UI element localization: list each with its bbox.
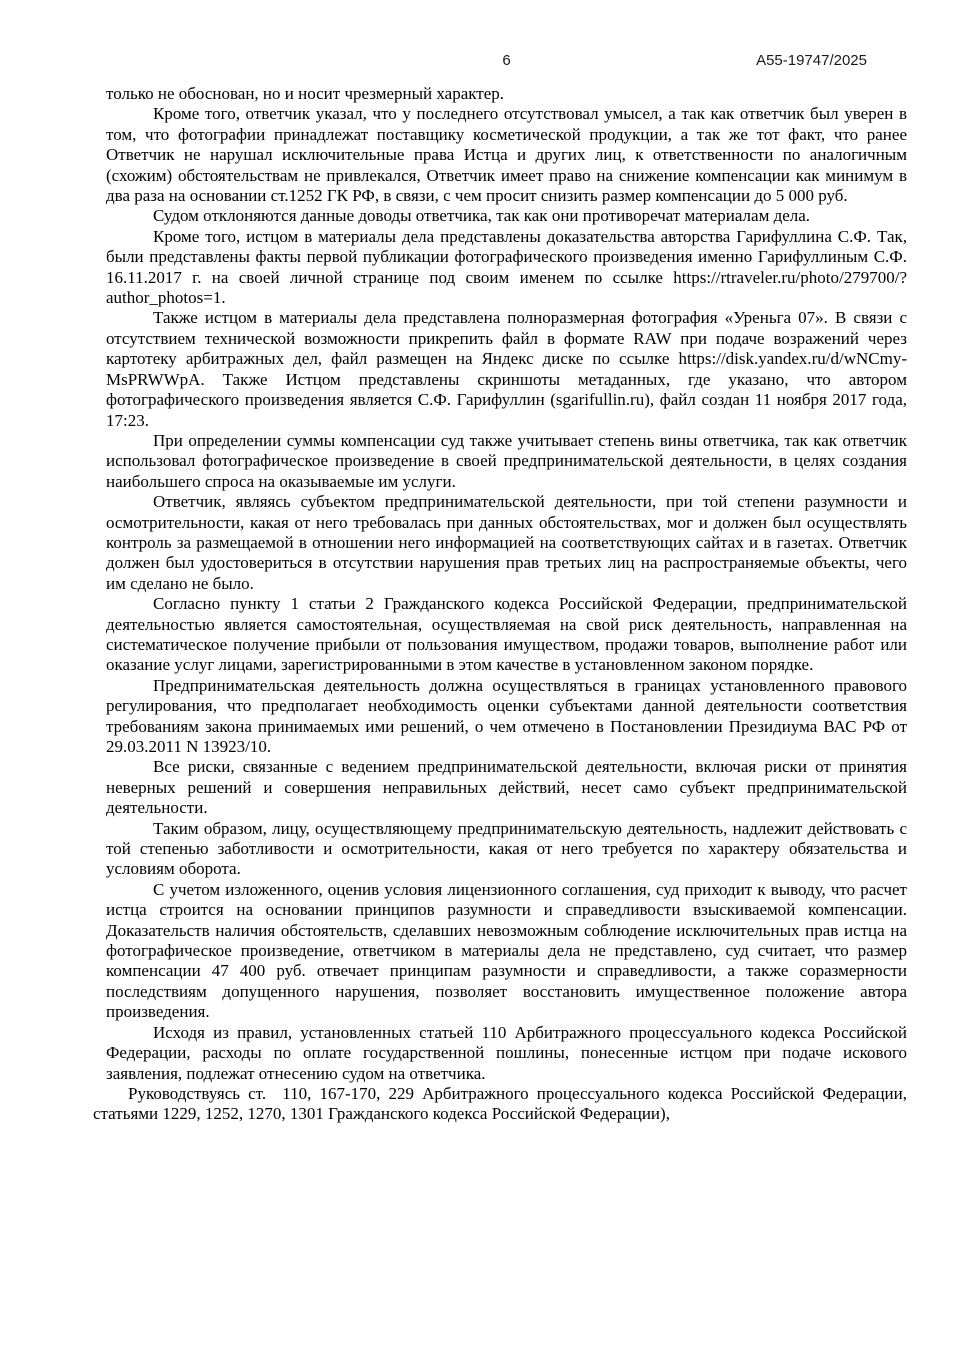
paragraph: Руководствуясь ст. 110, 167-170, 229 Арбитражного процессуального кодекса Российской Федерации, статьями 1229, 1252, 1270, 1301 Гражданского кодекса Российской Федерации), bbox=[93, 1083, 907, 1124]
page-header bbox=[106, 52, 907, 72]
paragraph: Ответчик, являясь субъектом предпринимательской деятельности, при той степени разумности и осмотрительности, какая от него требовалась при данных обстоятельствах, мог и должен был осуществлять контроль за размещаемой в отношении него информацией на соответствующих сайтах и в газетах. Ответчик должен был удостовериться в отсутствии нарушения прав третьих лиц на распространяемые объекты, чего им сделано не было. bbox=[106, 492, 907, 593]
case-number: А55-19747/2025 bbox=[756, 52, 867, 69]
paragraph: При определении суммы компенсации суд также учитывает степень вины ответчика, так как ответчик использовал фотографическое произведение в своей предпринимательской деятельности, в целях создания наибольшего спроса на оказываемые им услуги. bbox=[106, 430, 907, 491]
paragraph: Таким образом, лицу, осуществляющему предпринимательскую деятельность, надлежит действовать с той степенью заботливости и осмотрительности, какая от него требуется по характеру обязательства и условиям оборота. bbox=[106, 818, 907, 879]
paragraph: Также истцом в материалы дела представлена полноразмерная фотография «Уреньга 07». В связи с отсутствием технической возможности прикрепить файл в формате RAW при подаче возражений через картотеку арбитражных дел, файл размещен на Яндекс диске по ссылке https://disk.yandex.ru/d/wNCmy-MsPRWWpA. Также Истцом представлены скриншоты метаданных, где указано, что автором фотографического произведения является С.Ф. Гарифуллин (sgarifullin.ru), файл создан 11 ноября 2017 года, 17:23. bbox=[106, 308, 907, 430]
paragraph: Судом отклоняются данные доводы ответчика, так как они противоречат материалам дела. bbox=[153, 206, 811, 226]
page-number: 6 bbox=[502, 52, 511, 69]
paragraph: Кроме того, истцом в материалы дела представлены доказательства авторства Гарифуллина С.Ф. Так, были представлены факты первой публикации фотографического произведения именно Гарифуллиным С.Ф. 16.11.2017 г. на своей личной странице под своим именем по ссылке https://rtraveler.ru/photo/279700/?author_photos=1. bbox=[106, 226, 907, 308]
document-body bbox=[93, 84, 907, 1125]
paragraph: Все риски, связанные с ведением предпринимательской деятельности, включая риски от принятия неверных решений и совершения неправильных действий, несет само субъект предпринимательской деятельности. bbox=[106, 757, 907, 818]
paragraph: Предпринимательская деятельность должна осуществляться в границах установленного правового регулирования, что предполагает необходимость оценки субъектами данной деятельности соответствия требованиям закона принимаемых ими решений, о чем отмечено в Постановлении Президиума ВАС РФ от 29.03.2011 N 13923/10. bbox=[106, 675, 907, 756]
paragraph: Согласно пункту 1 статьи 2 Гражданского кодекса Российской Федерации, предпринимательской деятельностью является самостоятельная, осуществляемая на свой риск деятельность, направленная на систематическое получение прибыли от пользования имуществом, продажи товаров, выполнение работ или оказание услуг лицами, зарегистрированными в этом качестве в установленном законом порядке. bbox=[106, 594, 907, 675]
paragraph: С учетом изложенного, оценив условия лицензионного соглашения, суд приходит к выводу, что расчет истца строится на основании принципов разумности и справедливости взыскиваемой компенсации. Доказательств наличия обстоятельств, сделавших невозможным соблюдение исключительных прав истца на фотографическое произведение, ответчиком в материалы дела не представлено, суд считает, что размер компенсации 47 400 руб. отвечает принципам разумности и справедливости, а также соразмерности последствиям допущенного нарушения, позволяет восстановить имущественное положение автора произведения. bbox=[106, 879, 907, 1022]
paragraph: только не обоснован, но и носит чрезмерный характер. bbox=[106, 84, 505, 103]
paragraph: Кроме того, ответчик указал, что у последнего отсутствовал умысел, а так как ответчик был уверен в том, что фотографии принадлежат поставщику косметической продукции, а так же тот факт, что ранее Ответчик не нарушал исключительные права Истца и других лиц, к ответственности по аналогичным (схожим) обстоятельствам не привлекался, Ответчик имеет право на снижение компенсации как минимум в два раза на основании ст.1252 ГК РФ, в связи, с чем просит снизить размер компенсации до 5 000 руб. bbox=[106, 104, 907, 206]
paragraph: Исходя из правил, установленных статьей 110 Арбитражного процессуального кодекса Российской Федерации, расходы по оплате государственной пошлины, понесенные истцом при подаче искового заявления, подлежат отнесению судом на ответчика. bbox=[106, 1022, 907, 1083]
